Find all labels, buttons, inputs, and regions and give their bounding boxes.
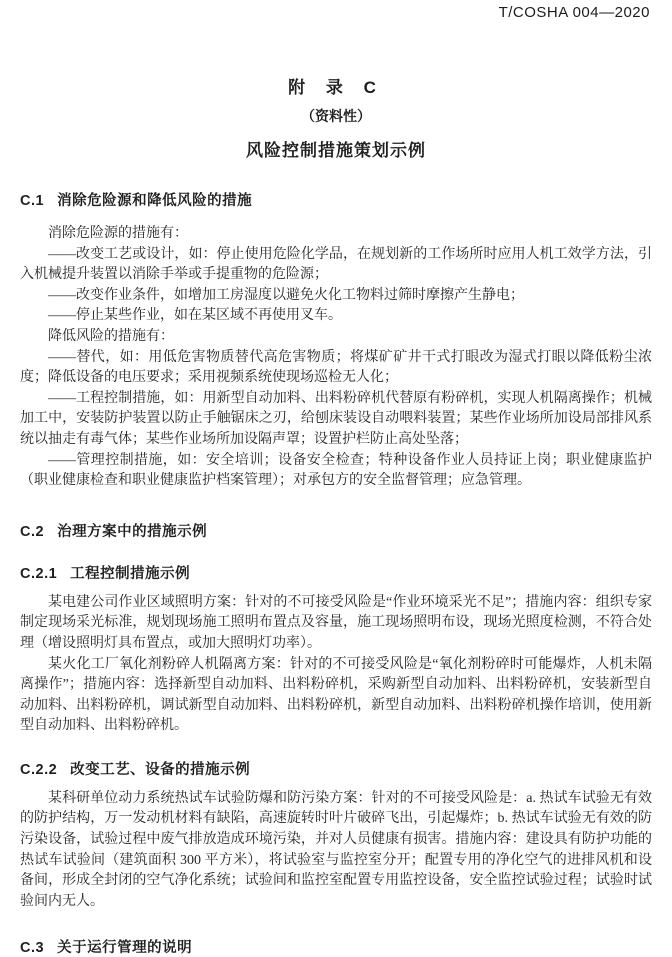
section-c22-paragraphs xyxy=(20,789,652,913)
section-heading-c3 xyxy=(20,936,652,957)
paragraph: ——停止某些作业，如在某区域不再使用叉车。 xyxy=(48,308,342,324)
paragraph: ——改变作业条件，如增加工房湿度以避免火化工物料过筛时摩擦产生静电； xyxy=(48,287,524,303)
paragraph: ——改变工艺或设计，如：停止使用危险化学品，在规划新的工作场所时应用人机工效学方法，引入机械提升装置以消除手举或手提重物的危险源； xyxy=(20,246,652,283)
appendix-classification: （资料性） xyxy=(301,108,371,124)
section-heading-c2 xyxy=(20,520,652,541)
section-id: C.2 xyxy=(20,523,45,540)
doc-number: T/COSHA 004—2020 xyxy=(498,4,650,21)
paragraph: 降低风险的措施有： xyxy=(48,328,174,344)
section-title: 消除危险源和降低风险的措施 xyxy=(57,193,253,209)
section-title: 关于运行管理的说明 xyxy=(57,940,193,957)
paragraph: ——工程控制措施，如：用新型自动加料、出料粉碎机代替原有粉碎机，实现人机隔离操作；机械加工中，安装防护装置以防止手触锯床之刃，给刨床装设自动喂料装置；某些作业场所加设局部排风系统以抽走有毒气体；某些作业场所加设隔声罩；设置护栏防止高处坠落； xyxy=(20,390,652,447)
paragraph: ——管理控制措施，如：安全培训；设备安全检查；特种设备作业人员持证上岗；职业健康监护（职业健康检查和职业健康监护档案管理）；对承包方的安全监督管理；应急管理。 xyxy=(20,452,652,489)
paragraph: 某火化工厂氧化剂粉碎人机隔离方案：针对的不可接受风险是“氧化剂粉碎时可能爆炸，人机未隔离操作”；措施内容：选择新型自动加料、出料粉碎机，采购新型自动加料、出料粉碎机，安装新型自动加料、出料粉碎机，调试新型自动加料、出料粉碎机，新型自动加料、出料粉碎机操作培训，使用新型自动加料、出料粉碎机。 xyxy=(20,656,652,734)
section-id: C.3 xyxy=(20,940,45,957)
section-id: C.1 xyxy=(20,193,45,209)
section-id: C.2.2 xyxy=(20,761,58,778)
page-title: 风险控制措施策划示例 xyxy=(246,141,426,160)
section-title: 治理方案中的措施示例 xyxy=(57,523,208,540)
section-heading-c22 xyxy=(20,758,652,779)
paragraph: 某电建公司作业区域照明方案：针对的不可接受风险是“作业环境采光不足”；措施内容：组织专家制定现场采光标准，规划现场施工照明布置点及容量，施工现场照明布设，现场光照度检测，不符合处理（增设照明灯具布置点，或加大照明灯功率）。 xyxy=(20,594,652,651)
title-block xyxy=(0,73,672,161)
section-c1-paragraphs xyxy=(20,224,652,492)
section-id: C.2.1 xyxy=(20,565,58,582)
paragraph: 某科研单位动力系统热试车试验防爆和防污染方案：针对的不可接受风险是：a. 热试车试验无有效的防护结构，万一发动机材料有缺陷，高速旋转时叶片破碎飞出，引起爆炸；b. 热试车试验无有效的防污染设备，试验过程中废气排放造成环境污染，并对人员健康有损害。措施内容：建设具有防护功能的热试车试验间（建筑面积 300 平方米），将试验室与监控室分开；配置专用的净化空气的进排风机和设备间，形成全封闭的空气净化系统；试验间和监控室配置专用监控设备，安全监控试验过程；试验时试验间内无人。 xyxy=(20,790,652,909)
paragraph: ——替代，如：用低危害物质替代高危害物质；将煤矿矿井干式打眼改为湿式打眼以降低粉尘浓度；降低设备的电压要求；采用视频系统使现场巡检无人化； xyxy=(20,349,652,386)
section-c21-paragraphs xyxy=(20,593,652,737)
section-title: 工程控制措施示例 xyxy=(70,565,191,582)
paragraph: 消除危险源的措施有： xyxy=(48,226,188,241)
section-title: 改变工艺、设备的措施示例 xyxy=(70,761,251,778)
document-header xyxy=(0,0,672,21)
section-heading-c1 xyxy=(20,189,652,210)
appendix-title: 附 录 C xyxy=(288,78,384,97)
section-heading-c21 xyxy=(20,562,652,583)
document-body xyxy=(0,189,672,957)
